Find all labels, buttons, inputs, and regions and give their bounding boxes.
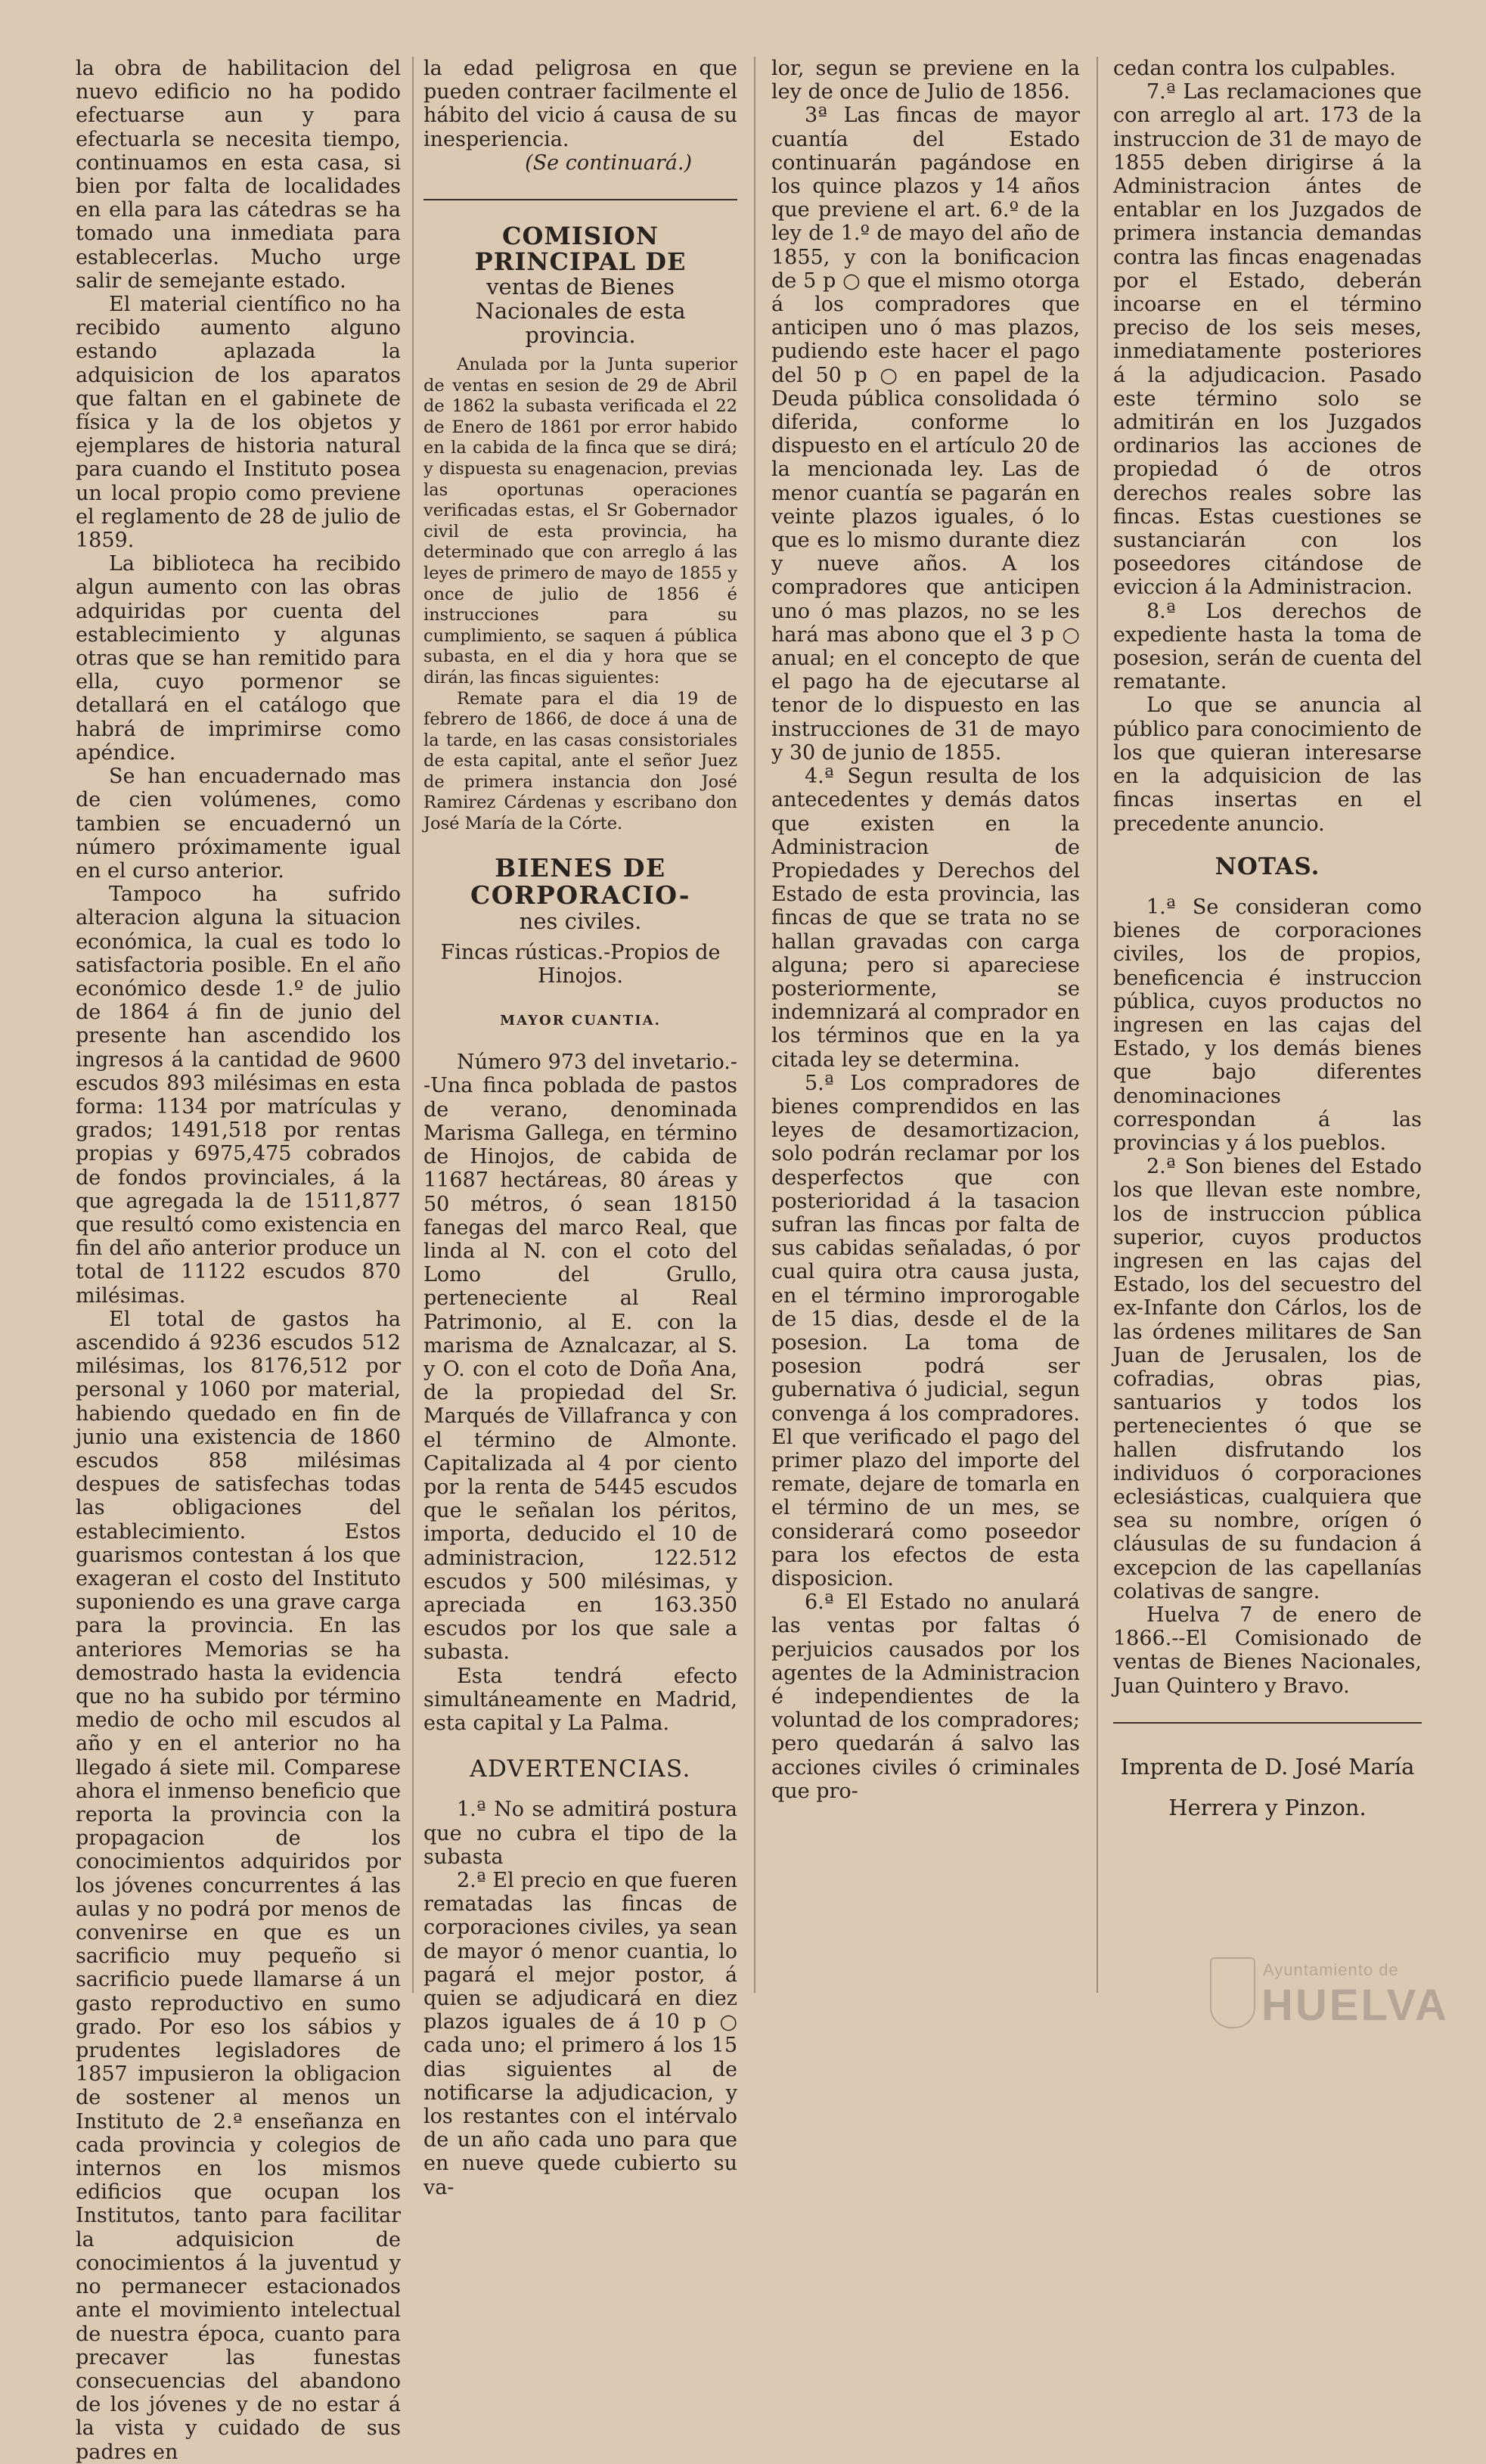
notas-heading: NOTAS.: [1215, 852, 1320, 880]
paragraph: La biblioteca ha recibido algun aumento con las obras adquiridas por cuenta del establecimiento y algunas otras que se han remitido para ella, cuyo pormenor se detallará en el catálogo que habrá de imprimirse como apéndice.: [76, 552, 401, 765]
paragraph: Número 973 del invetario.--Una finca poblada de pastos de verano, denominada Marisma Gallega, en término de Hinojos, de cabida de 11687 hectáreas, 80 áreas y 50 métros, ó sean 18150 fanegas del marco Real, que linda al N. con el coto del Lomo del Grullo, perteneciente al Real Patrimonio, al E. con la marisma de Aznalcazar, al S. y O. con el coto de Doña Ana, de la propiedad del Sr. Marqués de Villafranca y con el término de Almonte. Capitalizada al 4 por ciento por la renta de 5445 escudos que le señalan los péritos, importa, deducido el 10 de administracion, 122.512 escudos y 500 milésimas, y apreciada en 163.350 escudos por los que sale a subasta.: [423, 1050, 737, 1665]
paragraph: 4.ª Segun resulta de los antecedentes y demás datos que existen en la Administracion de Propiedades y Derechos del Estado de esta provincia, las fincas de que se trata no se hallan gravadas con carga alguna; pero si apareciese posteriormente, se indemnizará al comprador en los términos que en la ya citada ley se determina.: [771, 765, 1080, 1072]
paragraph: Esta tendrá efecto simultáneamente en Madrid, esta capital y La Palma.: [423, 1664, 737, 1735]
paragraph: 2.ª El precio en que fueren rematadas las fincas de corporaciones civiles, ya sean de mayor ó menor cuantia, lo pagará el mejor postor, á quien se adjudicará en diez plazos iguales de á 10 p ○ cada uno; el primero á los 15 dias siguientes al de notificarse la adjudicacion, y los restantes con el intérvalo de un año cada uno para que en nueve quede cubierto su va-: [423, 1868, 737, 2199]
signature-paragraph: Huelva 7 de enero de 1866.--El Comisionado de ventas de Bienes Nacionales, Juan Quintero y Bravo.: [1113, 1603, 1422, 1698]
column-1: [76, 57, 401, 2464]
advertencias-heading: ADVERTENCIAS.: [470, 1755, 691, 1783]
notice-block: [423, 355, 737, 835]
paragraph: El material científico no ha recibido aumento alguno estando aplazada la adquisicion de los aparatos que faltan en el gabinete de física y la de los objetos y ejemplares de historia natural para cuando el Instituto posea un local propio como previene el reglamento de 28 de julio de 1859.: [76, 293, 401, 553]
watermark-line: HUELVA: [1261, 1981, 1449, 2030]
paragraph: la obra de habilitacion del nuevo edificio no ha podido efectuarse aun y para efectuarla se necesita tiempo, continuamos en esta casa, si bien por falta de localidades en ella para las cátedras se ha tomado una inmediata para establecerlas. Mucho urge salir de semejante estado.: [76, 57, 401, 293]
section-divider: [1113, 1722, 1422, 1724]
column-4: [1113, 57, 1422, 1828]
paragraph: 5.ª Los compradores de bienes comprendidos en las leyes de desamortizacion, solo podrán reclamar por los desperfectos que con posterioridad á la tasacion sufran las fincas por falta de sus cabidas señaladas, ó por cual quira otra causa justa, en el término improrogable de 15 dias, desde el de la posesion. La toma de posesion podrá ser gubernativa ó judicial, segun convenga á los compradores. El que verificado el pago del primer plazo del importe del remate, dejare de tomarla en el término de un mes, se considerará como poseedor para los efectos de esta disposicion.: [771, 1071, 1080, 1590]
printer-line: Imprenta de D. José María: [1120, 1753, 1415, 1780]
paragraph: El total de gastos ha ascendido á 9236 escudos 512 milésimas, los 8176,512 por personal y 1060 por material, habiendo quedado en fin de junio una existencia de 1860 escudos 858 milésimas despues de satisfechas todas las obligaciones del establecimiento. Estos guarismos contestan á los que exageran el costo del Instituto suponiendo es una grave carga para la provincia. En las anteriores Memorias se ha demostrado hasta la evidencia que no ha subido por término medio de ocho mil escudos al año y en el anterior no ha llegado á siete mil. Comparese ahora el inmenso beneficio que reporta la provincia con la propagacion de los conocimientos adquiridos por los jóvenes concurrentes á las aulas y no podrá por menos de convenirse en que es un sacrificio muy pequeño si sacrificio puede llamarse á un gasto reproductivo en sumo grado. Por eso los sábios y prudentes legisladores de 1857 impusieron la obligacion de sostener al menos un Instituto de 2.ª enseñanza en cada provincia y colegios de internos en los mismos edificios que ocupan los Institutos, tanto para facilitar la adquisicion de conocimientos á la juventud y no permanecer estacionados ante el movimiento intelectual de nuestra época, cuanto para precaver las funestas consecuencias del abandono de los jóvenes y de no estar á la vista y cuidado de sus padres en: [76, 1307, 401, 2464]
column-rule: [1097, 57, 1098, 1993]
paragraph: 2.ª Son bienes del Estado los que llevan este nombre, los de instruccion pública superior, cuyos productos ingresen en las cajas del Estado, los del secuestro del ex-Infante don Cárlos, los de las órdenes militares de San Juan de Jerusalen, los de cofradias, obras pias, santuarios y todos los pertenecientes ó que se hallen disfrutando los individuos ó corporaciones eclesiásticas, cualquiera que sea su nombre, orígen ó cláusulas de su fundacion á excepcion de las capellanías colativas de sangre.: [1113, 1155, 1422, 1603]
notice-paragraph: Anulada por la Junta superior de ventas en sesion de 29 de Abril de 1862 la subasta verificada el 22 de Enero de 1861 por error habido en la cabida de la finca que se dirá; y dispuesta su enagenacion, previas las oportunas operaciones verificadas estas, el Sr Gobernador civil de esta provincia, ha determinado que con arreglo á las leyes de primero de mayo de 1855 y once de julio de 1856 é instrucciones para su cumplimiento, se saquen á pública subasta, en el dia y hora que se dirán, las fincas siguientes:: [423, 355, 737, 687]
paragraph: cedan contra los culpables.: [1113, 57, 1396, 80]
archive-watermark: [1210, 1951, 1460, 2034]
paragraph: 8.ª Los derechos de expediente hasta la toma de posesion, serán de cuenta del rematante.: [1113, 599, 1422, 694]
section-heading: COMISION PRINCIPAL DE: [474, 222, 687, 277]
paragraph: la edad peligrosa en que pueden contraer facilmente el hábito del vicio á causa de su inesperiencia.: [423, 57, 737, 151]
column-3: [771, 57, 1080, 1803]
remate-paragraph: Remate para el dia 19 de febrero de 1866, de doce á una de la tarde, en las casas consistoriales de esta capital, ante el señor Juez de primera instancia don José Ramirez Cárdenas y escribano don José María de la Córte.: [423, 688, 737, 834]
paragraph: 1.ª No se admitirá postura que no cubra el tipo de la subasta: [423, 1798, 737, 1869]
printer-imprint: [1113, 1746, 1422, 1828]
paragraph: 1.ª Se consideran como bienes de corporaciones civiles, los de propios, beneficencia é instruccion pública, cuyos productos no ingresen en las cajas del Estado, y los demás bienes que bajo diferentes denominaciones correspondan á las provincias y á los pueblos.: [1113, 895, 1422, 1155]
continued-note: (Se continuará.): [525, 151, 692, 175]
section-heading: BIENES DE CORPORACIO-: [470, 852, 690, 910]
paragraph: 7.ª Las reclamaciones que con arreglo al art. 173 de la instruccion de 31 de mayo de 1855 deben dirigirse á la Administracion ántes de entablar en los Juzgados de primera instancia demandas contra las fincas enagenadas por el Estado, deberán incoarse en el término preciso de los seis meses, inmediatamente posteriores á la adjudicacion. Pasado este término solo se admitirán en los Juzgados ordinarios las acciones de propiedad ó de otros derechos reales sobre las fincas. Estas cuestiones se sustanciarán con los poseedores citándose de eviccion á la Administracion.: [1113, 80, 1422, 600]
crest-icon: [1210, 1957, 1255, 2028]
paragraph: 3ª Las fincas de mayor cuantía del Estado continuarán pagándose en los quince plazos y 14 años que previene el art. 6.º de la ley de 1.º de mayo del año de 1855, y con la bonificacion de 5 p ○ que el mismo otorga á los compradores que anticipen uno ó mas plazos, pudiendo este hacer el pago del 50 p ○ en papel de la Deuda pública consolidada ó diferida, conforme lo dispuesto en el artículo 20 de la mencionada ley. Las de menor cuantía se pagarán en veinte plazos iguales, ó lo que es lo mismo durante diez y nueve años. A los compradores que anticipen uno ó mas plazos, no se les hará mas abono que el 3 p ○ anual; en el concepto de que el pago ha de ejecutarse al tenor de lo dispuesto en las instrucciones de 31 de mayo y 30 de junio de 1855.: [771, 104, 1080, 765]
section-divider: [423, 199, 737, 200]
mayor-cuantia-label: MAYOR CUANTIA.: [500, 1013, 661, 1029]
paragraph: 6.ª El Estado no anulará las ventas por faltas ó perjuicios causados por los agentes de la Administracion é independientes de la voluntad de los compradores; pero quedarán á salvo las acciones civiles ó criminales que pro-: [771, 1590, 1080, 1803]
section-subheading: ventas de Bienes Nacionales de esta provincia.: [475, 274, 686, 349]
paragraph: lor, segun se previene en la ley de once de Julio de 1856.: [771, 57, 1080, 104]
section-subheading: nes civiles.: [519, 908, 642, 934]
printer-line: Herrera y Pinzon.: [1168, 1794, 1367, 1820]
paragraph: Tampoco ha sufrido alteracion alguna la situacion económica, la cual es todo lo satisfactoria posible. En el año económico desde 1.º de julio de 1864 á fin de junio del presente han ascendido los ingresos á la cantidad de 9600 escudos 893 milésimas en esta forma: 1134 por matrículas y grados; 1491,518 por rentas propias y 6975,475 cobrados de fondos provinciales, á la que agregada la de 1511,877 que resultó como existencia en fin del año anterior produce un total de 11122 escudos 870 milésimas.: [76, 883, 401, 1308]
column-rule: [412, 57, 414, 1993]
watermark-line: Ayuntamiento de: [1263, 1960, 1399, 1979]
paragraph: Lo que se anuncia al público para conocimiento de los que quieran interesarse en la adquisicion de las fincas insertas en el precedente anuncio.: [1113, 694, 1422, 836]
column-rule: [754, 57, 755, 1993]
column-2: [423, 57, 737, 2199]
fincas-heading: Fincas rústicas.-Propios de Hinojos.: [440, 940, 721, 988]
paragraph: Se han encuadernado mas de cien volúmenes, como tambien se encuadernó un número próximamente igual en el curso anterior.: [76, 765, 401, 883]
